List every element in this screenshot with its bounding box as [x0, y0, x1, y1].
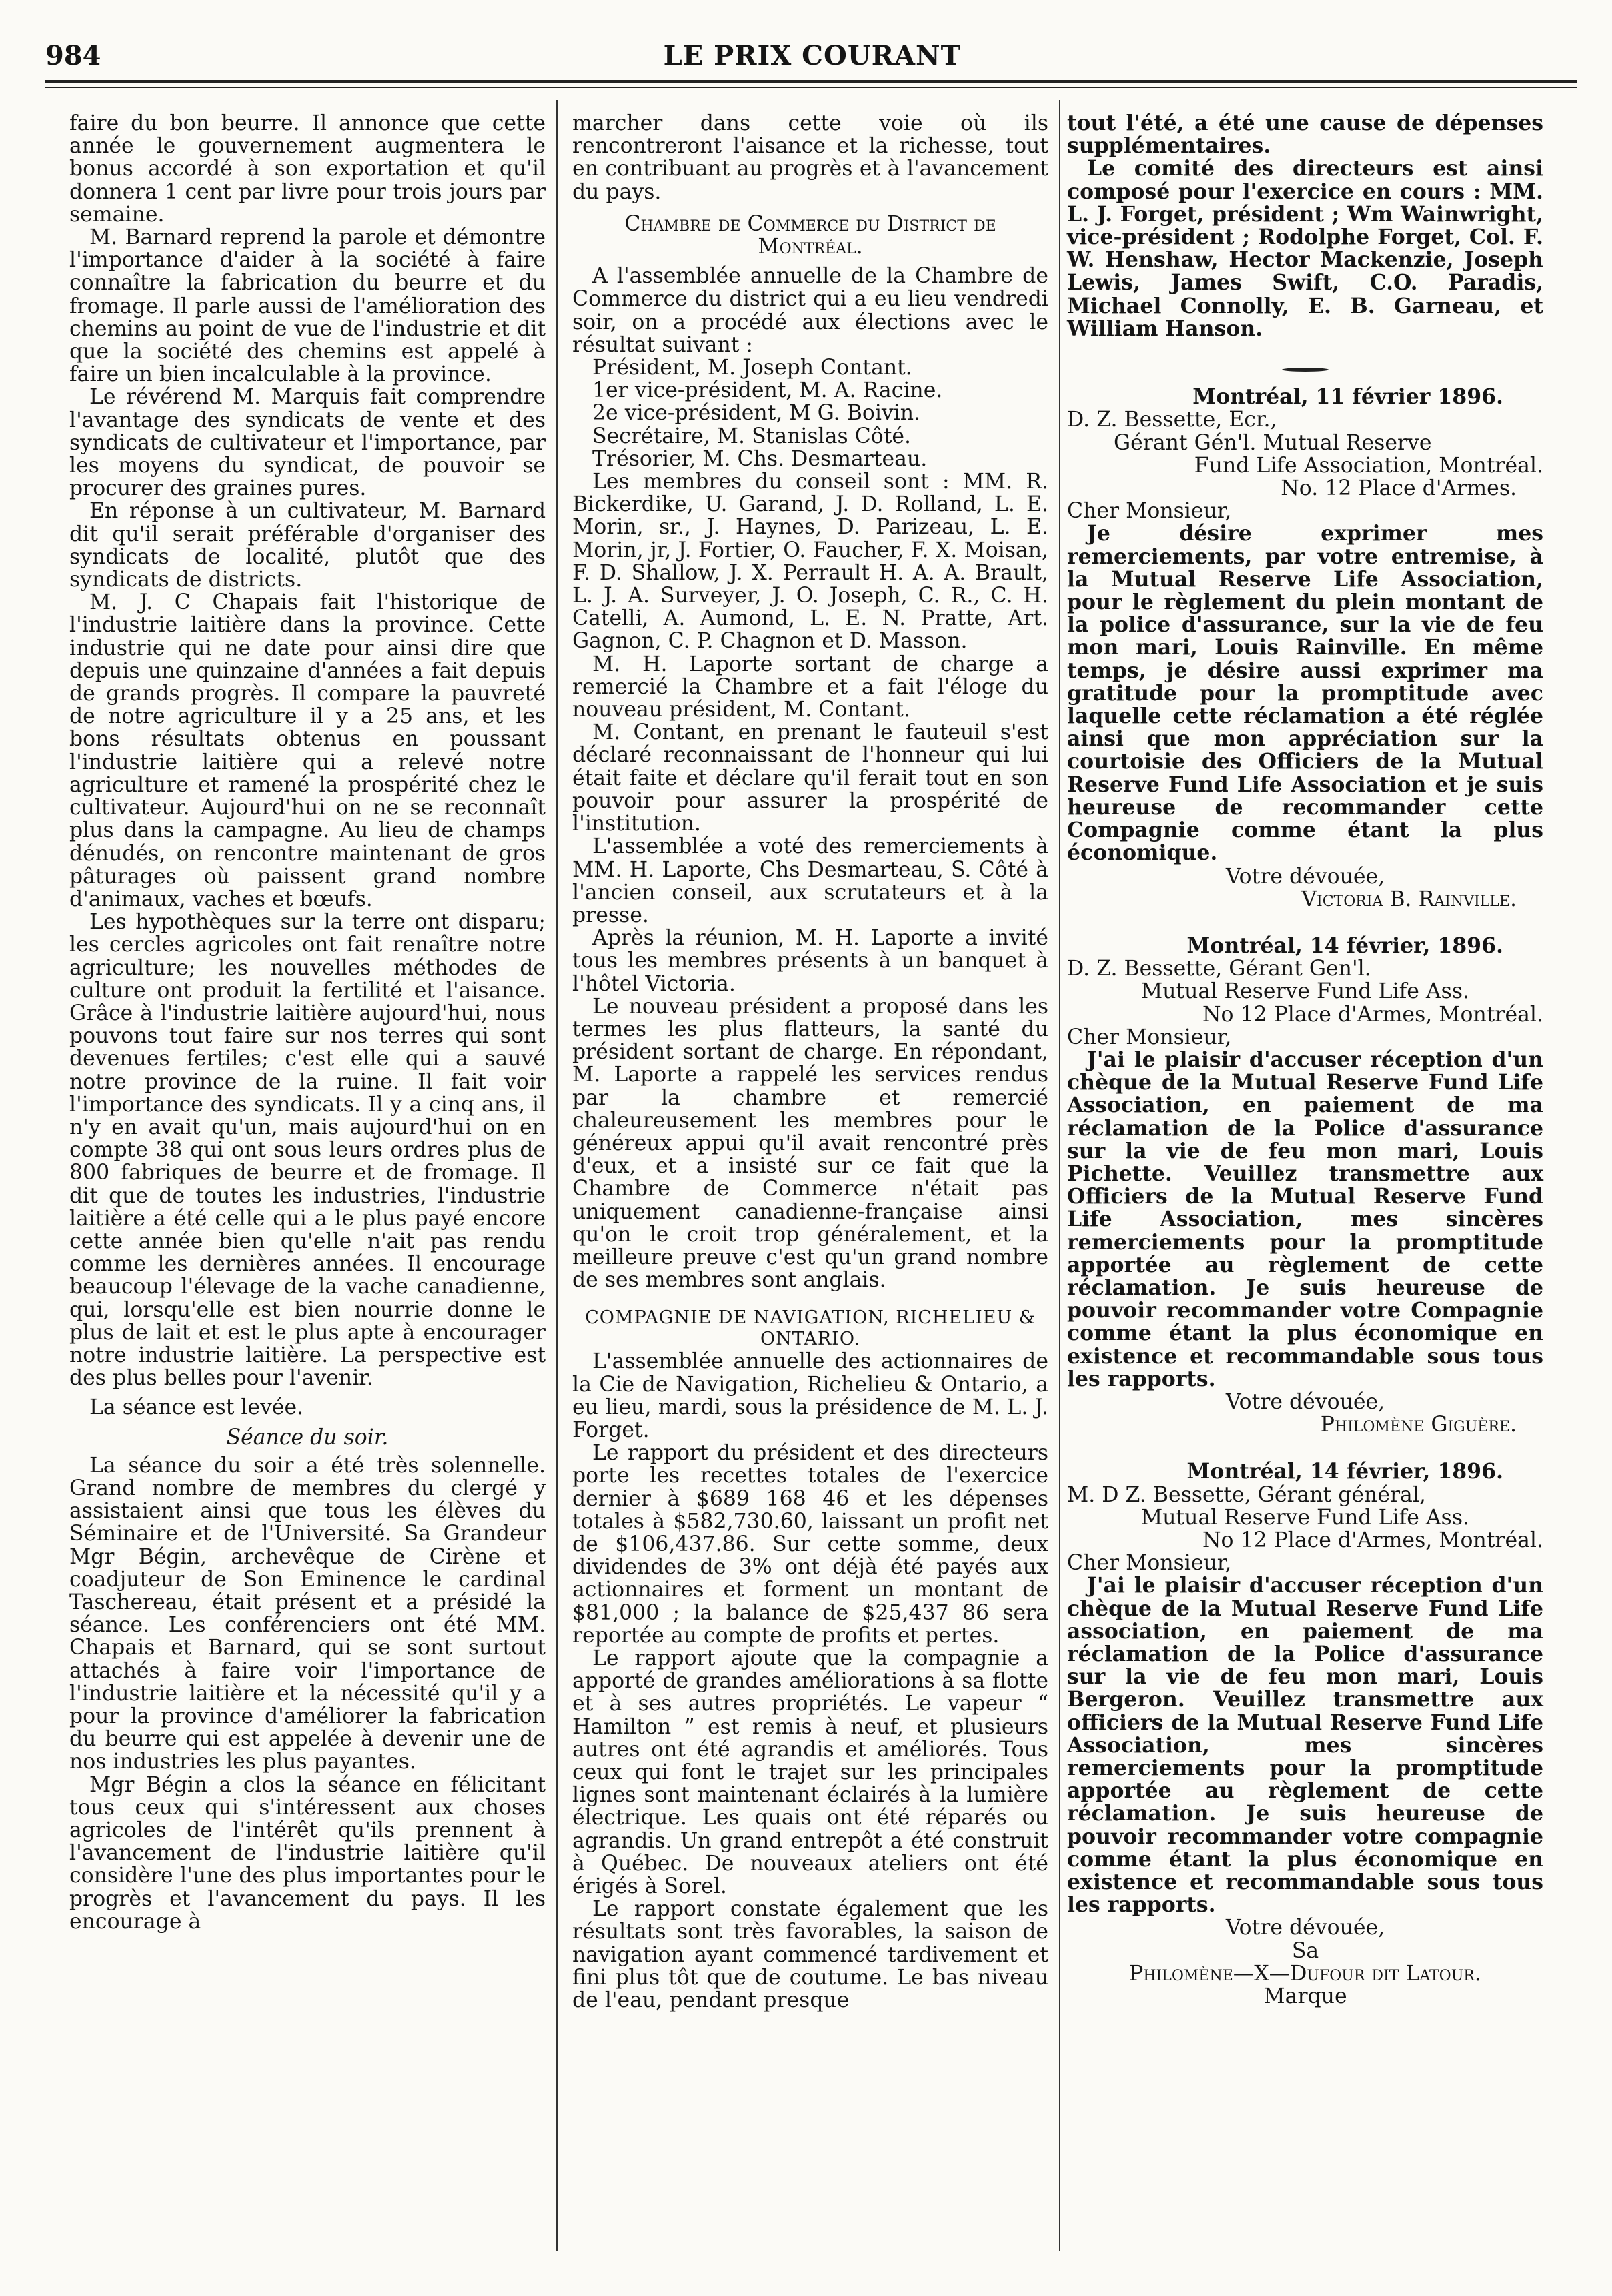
- paragraph: Les hypothèques sur la terre ont disparu; les cercles agricoles ont fait renaître notre agriculture; les nouvelles méthodes de culture ont produit la fertilité et l'aisance. Grâce à l'industrie laitière aujourd'hui, nous pouvons tout faire sur nos terres qui sont devenues fertiles; c'est elle qui a sauvé notre province de la ruine. Il fait voir l'importance des syndicats. Il y a cinq ans, il n'y en avait qu'un, mais aujourd'hui on en compte 38 qui ont sous leurs ordres plus de 800 fabriques de beurre et de fromage. Il dit que de toutes les industries, l'industrie laitière a été celle qui a le plus payé encore cette année bien qu'elle n'ait pas rendu comme les dernières années. Il encourage beaucoup l'élevage de la vache canadienne, qui, lorsqu'elle est bien nourrie donne le plus de lait et est le plus apte à encourager notre industrie laitière. La perspective est des plus belles pour l'avenir.: [69, 910, 546, 1391]
- officer-line: 1er vice-président, M. A. Racine.: [592, 378, 943, 403]
- section-heading: Chambre de Commerce du District de Montréal.: [624, 211, 996, 259]
- paragraph: L'assemblée annuelle des actionnaires de la Cie de Navigation, Richelieu & Ontario, a eu lieu, mardi, sous la présidence de M. L. J. Forget.: [572, 1349, 1048, 1442]
- column-3: [1067, 112, 1543, 2008]
- paragraph: A l'assemblée annuelle de la Chambre de Commerce du district qui a eu lieu vendredi soir, on a procédé aux élections avec le résultat suivant :: [572, 264, 1048, 357]
- letter-address: Mutual Reserve Fund Life Ass.: [1140, 1505, 1470, 1530]
- letter-closing: Votre dévouée,: [1225, 864, 1385, 889]
- letter-address: No 12 Place d'Armes, Montréal.: [1202, 1528, 1543, 1552]
- paragraph: Le rapport ajoute que la compagnie a apporté de grandes améliorations à sa flotte et à ses autres propriétés. Le vapeur “ Hamilton ” est remis à neuf, et plusieurs autres ont été agrandis et améliorés. Tous ceux qui font le trajet sur les principales lignes sont maintenant éclairés à la lumière électrique. Les quais ont été réparés ou agrandis. Un grand entrepôt a été construit à Québec. De nouveaux ateliers ont été érigés à Sorel.: [572, 1646, 1048, 1899]
- section-heading: COMPAGNIE DE NAVIGATION, RICHELIEU & ONTARIO.: [585, 1307, 1036, 1350]
- officer-line: Président, M. Joseph Contant.: [592, 356, 912, 380]
- paragraph: M. Contant, en prenant le fauteuil s'est déclaré reconnaissant de l'honneur qui lui était faite et déclare qu'il ferait tout en son pouvoir pour assurer la prospérité de l'institution.: [572, 720, 1048, 836]
- letter-salutation: Cher Monsieur,: [1067, 1025, 1232, 1049]
- paragraph: M. H. Laporte sortant de charge a remercié la Chambre et a fait l'éloge du nouveau président, M. Contant.: [572, 652, 1048, 722]
- paragraph: En réponse à un cultivateur, M. Barnard dit qu'il serait préférable d'organiser des syndicats de localité, plutôt que des syndicats de districts.: [69, 499, 546, 592]
- letter-signature: Philomène Giguère.: [1320, 1413, 1517, 1438]
- page-header: [45, 35, 1579, 75]
- letter-date: Montréal, 14 février, 1896.: [1186, 933, 1503, 958]
- paragraph: tout l'été, a été une cause de dépenses supplémentaires.: [1067, 111, 1543, 159]
- letter-address: M. D Z. Bessette, Gérant général,: [1067, 1482, 1426, 1507]
- letter-address: Fund Life Association, Montréal.: [1194, 453, 1543, 478]
- officer-line: Secrétaire, M. Stanislas Côté.: [592, 424, 912, 448]
- signature-mark-label: Marque: [1263, 1984, 1347, 2009]
- header-rule-thin: [45, 87, 1577, 88]
- section-title: Séance du soir.: [226, 1425, 389, 1450]
- letter-body: J'ai le plaisir d'accuser réception d'un chèque de la Mutual Reserve Fund Life Association, en paiement de ma réclamation de la Police d'assurance sur la vie de feu mon mari, Louis Pichette. Veuillez transmettre aux Officiers de la Mutual Reserve Fund Life Association, mes sincères remerciements pour la promptitude apportée au règlement de cette réclamation. Je suis heureuse de pouvoir recommander votre Compagnie comme étant la plus économique en existence et recommandable sous tous les rapports.: [1067, 1047, 1543, 1391]
- separator-ornament: [1067, 354, 1543, 376]
- letter-address: D. Z. Bessette, Ecr.,: [1067, 408, 1277, 432]
- letter-body: Je désire exprimer mes remerciements, par votre entremise, à la Mutual Reserve Life Association, pour le règlement du plein montant de la police d'assurance, sur la vie de feu mon mari, Louis Rainville. En même temps, je désire aussi exprimer ma gratitude pour la promptitude avec laquelle cette réclamation a été réglée ainsi que mon appréciation sur la courtoisie des Officiers de la Mutual Reserve Fund Life Association et je suis heureuse de recommander cette Compagnie comme étant la plus économique.: [1067, 521, 1543, 866]
- paragraph: faire du bon beurre. Il annonce que cette année le gouvernement augmentera le bonus accordé à son exportation et qu'il donnera 1 cent par livre pour trois jours par semaine.: [69, 111, 546, 227]
- paragraph: La séance du soir a été très solennelle. Grand nombre de membres du clergé y assistaient ainsi que tous les élèves du Séminaire et de l'Université. Sa Grandeur Mgr Bégin, archevêque de Cirène et coadjuteur de Son Eminence le cardinal Taschereau, était présent et a présidé la séance. Les conférenciers ont été MM. Chapais et Barnard, qui se sont surtout attachés à faire voir l'importance de l'industrie laitière et la nécessité qu'il y a pour la province d'améliorer la fabrication du beurre qui est appelée à devenir une de nos industries les plus payantes.: [69, 1453, 546, 1774]
- paragraph: marcher dans cette voie où ils rencontreront l'aisance et la richesse, tout en contribuant au progrès et à l'avancement du pays.: [572, 111, 1048, 204]
- paragraph: Après la réunion, M. H. Laporte a invité tous les membres présents à un banquet à l'hôtel Victoria.: [572, 926, 1048, 996]
- letter-date: Montréal, 11 février 1896.: [1192, 384, 1503, 410]
- journal-title: LE PRIX COURANT: [663, 40, 962, 71]
- paragraph: Le rapport constate également que les résultats sont très favorables, la saison de navigation ayant commencé tardivement et fini plus tôt que de coutume. Le bas niveau de l'eau, pendant presque: [572, 1897, 1048, 2013]
- letter-salutation: Cher Monsieur,: [1067, 499, 1232, 524]
- column-divider-1: [556, 100, 558, 2251]
- page-number: 984: [45, 40, 101, 71]
- paragraph: Le comité des directeurs est ainsi composé pour l'exercice en cours : MM. L. J. Forget, président ; Wm Wainwright, vice-président ; Rodolphe Forget, Col. F. W. Henshaw, Hector Mackenzie, Joseph Lewis, James Swift, C.O. Paradis, Michael Connolly, E. B. Garneau, et William Hanson.: [1067, 156, 1543, 341]
- paragraph: M. J. C Chapais fait l'historique de l'industrie laitière dans la province. Cette industrie qui ne date pour ainsi dire que depuis une quinzaine d'années a fait depuis de grands progrès. Il compare la pauvreté de notre agriculture il y a 25 ans, et les bons résultats obtenus en poussant l'industrie laitière qui a relevé notre agriculture et ramené la prospérité chez le cultivateur. Aujourd'hui on ne se reconnaît plus dans la campagne. Au lieu de champs dénudés, on rencontre maintenant de gros pâturages où paissent grand nombre d'animaux, vaches et bœufs.: [69, 590, 546, 911]
- column-divider-2: [1059, 100, 1060, 2251]
- letter-salutation: Cher Monsieur,: [1067, 1551, 1232, 1576]
- column-1: [69, 112, 546, 1933]
- letter-signature: Philomène—X—Dufour dit Latour.: [1129, 1961, 1481, 1986]
- paragraph: Les membres du conseil sont : MM. R. Bickerdike, U. Garand, J. D. Rolland, L. E. Morin, sr., J. Haynes, D. Parizeau, L. E. Morin, jr, J. Fortier, O. Faucher, F. X. Moisan, F. D. Shallow, J. X. Perrault H. A. A. Brault, L. J. A. Surveyer, J. O. Joseph, C. R., C. H. Catelli, A. Aumond, L. E. N. Pratte, Art. Gagnon, C. P. Chagnon et D. Masson.: [572, 470, 1048, 654]
- letter-closing: Votre dévouée,: [1225, 1389, 1385, 1414]
- letter-address: D. Z. Bessette, Gérant Gen'l.: [1067, 957, 1371, 981]
- letter-address: Gérant Gén'l. Mutual Reserve: [1114, 430, 1432, 455]
- officer-line: 2e vice-président, M G. Boivin.: [592, 401, 921, 426]
- letter-address: No 12 Place d'Armes, Montréal.: [1202, 1002, 1543, 1027]
- officer-line: Trésorier, M. Chs. Desmarteau.: [592, 446, 928, 471]
- letter-signature: Victoria B. Rainville.: [1301, 887, 1517, 911]
- header-rule-thick: [45, 80, 1577, 83]
- paragraph: M. Barnard reprend la parole et démontre l'importance d'aider à la société à faire connaître la fabrication du beurre et du fromage. Il parle aussi de l'amélioration des chemins au point de vue de l'industrie et dit que la société des chemins est appelé à faire un bien incalculable à la province.: [69, 225, 546, 387]
- letter-body: J'ai le plaisir d'accuser réception d'un chèque de la Mutual Reserve Fund Life association, en paiement de ma réclamation de la Police d'assurance sur la vie de feu mon mari, Louis Bergeron. Veuillez transmettre aux officiers de la Mutual Reserve Fund Life Association, mes sincères remerciements pour la promptitude apportée au règlement de cette réclamation. Je suis heureuse de pouvoir recommander votre compagnie comme étant la plus économique en existence et recommandable sous tous les rapports.: [1067, 1573, 1543, 1918]
- signature-prefix: Sa: [1291, 1938, 1319, 1963]
- letter-address: Mutual Reserve Fund Life Ass.: [1140, 979, 1470, 1004]
- paragraph: La séance est levée.: [89, 1395, 304, 1420]
- paragraph: Le nouveau président a proposé dans les termes les plus flatteurs, la santé du président sortant de charge. En répondant, M. Laporte a rappelé les services rendus par la chambre et remercié chaleureusement les membres pour le généreux appui qu'il avait rencontré près d'eux, et a insisté sur ce fait que la Chambre de Commerce n'était pas uniquement canadienne-française ainsi qu'on le croit trop généralement, et la meilleure preuve c'est qu'un grand nombre de ses membres sont anglais.: [572, 994, 1048, 1293]
- letter-address: No. 12 Place d'Armes.: [1281, 476, 1517, 501]
- paragraph: Le révérend M. Marquis fait comprendre l'avantage des syndicats de vente et des syndicats de cultivateur et l'importance, par les moyens du syndicat, de pouvoir se procurer des graines pures.: [69, 385, 546, 501]
- letter-date: Montréal, 14 février, 1896.: [1186, 1459, 1503, 1484]
- letter-closing: Votre dévouée,: [1225, 1916, 1385, 1940]
- column-2: [572, 112, 1048, 2012]
- paragraph: Mgr Bégin a clos la séance en félicitant tous ceux qui s'intéressent aux choses agricoles de l'intérêt qu'ils prennent à l'avancement de l'industrie laitière qu'il considère l'une des plus importantes pour le progrès et l'avancement du pays. Il les encourage à: [69, 1772, 546, 1934]
- paragraph: L'assemblée a voté des remerciements à MM. H. Laporte, Chs Desmarteau, S. Côté à l'ancien conseil, aux scrutateurs et à la presse.: [572, 834, 1048, 927]
- paragraph: Le rapport du président et des directeurs porte les recettes totales de l'exercice dernier à $689 168 46 et les dépenses totales à $582,730.60, laissant un profit net de $106,437.86. Sur cette somme, deux dividendes de 3% ont déjà été payés aux actionnaires et forment un montant de $81,000 ; la balance de $25,437 86 sera reportée au compte de profits et pertes.: [572, 1441, 1048, 1648]
